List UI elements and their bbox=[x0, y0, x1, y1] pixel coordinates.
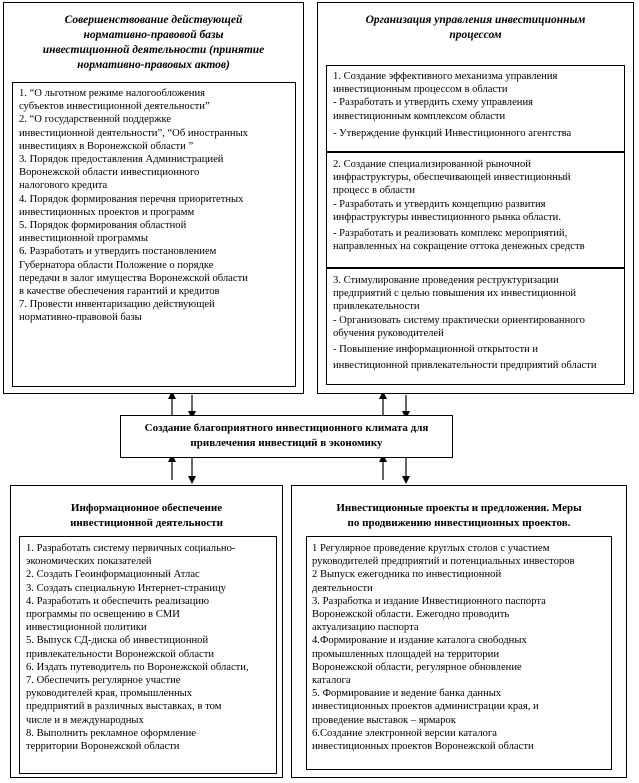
investment-projects-list: 1 Регулярное проведение круглых столов с участием руководителей предприятий и потенциальных инвесторов 2 Выпуск ежегодника по инвестиционной деятельности 3. Разработка и издание Инвестиционного паспорта Воронежской области. Ежегодно проводить актуализацию паспорта 4.Формирование и издание каталога свободных промышленных площадей на территории Воронежской области, регулярное обновление каталога 5. Формирование и ведение банка данных инвестиционных проектов администрации края, и проведение выставок – ярмарок 6.Создание электронной версии каталога инвестиционных проектов Воронежской области bbox=[312, 543, 575, 753]
management-box bbox=[317, 2, 634, 394]
information-support-list-frame bbox=[19, 536, 277, 774]
investment-projects-list-frame bbox=[306, 536, 612, 770]
information-support-title: Информационное обеспечение инвестиционной деятельности bbox=[70, 502, 223, 529]
investment-projects-title: Инвестиционные проекты и предложения. Меры по продвижению инвестиционных проектов. bbox=[336, 502, 582, 529]
information-support-box bbox=[10, 485, 283, 778]
legal-framework-list: 1. “О льготном режиме налогообложения субъектов инвестиционной деятельности” 2. “О государственной поддержке инвестиционной деятельности”, “Об иностранных инвестициях в Воронежской области ” 3. Порядок предоставления Администрацией Воронежской области инвестиционного налогового кредита 4. Порядок формирования перечня приоритетных инвестиционных проектов и программ 5. Порядок формирования областной инвестиционной программы 6. Разработать и утвердить постановлением Губернатора области Положение о порядке передачи в залог имущества Воронежской области в качестве обеспечения гарантий и кредитов 7. Провести инвентаризацию действующей нормативно-правовой базы bbox=[19, 88, 248, 324]
information-support-list: 1. Разработать систему первичных социально- экономических показателей 2. Создать Геоинформационный Атлас 3. Создать специальную Интернет-страницу 4. Разработать и обеспечить реализацию программы по освещению в СМИ инвестиционной политики 5. Выпуск СД-диска об инвестиционной привлекательности Воронежской области 6. Издать путеводитель по Воронежской области, 7. Обеспечить регулярное участие руководителей края, промышленных предприятий в различных выставках, в том числе и в международных 8. Выполнить рекламное оформление территории Воронежской области bbox=[26, 543, 249, 753]
management-section-2: 2. Создание специализированной рыночной инфраструктуры, обеспечивающей инвестиционный процесс в области - Разработать и утвердить концепцию развития инфраструктуры инвестиционного рынка области. - Разработать и реализовать комплекс мероприятий, направленных на сокращение оттока денежных средств bbox=[326, 152, 625, 268]
management-section-1: 1. Создание эффективного механизма управления инвестиционным процессом в области - Разработать и утвердить схему управления инвестиционным комплексом области - Утверждение функций Инвестиционного агентства bbox=[326, 65, 625, 152]
investment-projects-box bbox=[291, 485, 627, 778]
investment-climate-box bbox=[120, 415, 453, 458]
management-section-3: 3. Стимулирование проведения реструктуризации предприятий с целью повышения их инвестиционной привлекательности - Организовать систему практически ориентированного обучения руководителей - Повышение информационной открытости и инвестиционной привлекательности предприятий области bbox=[326, 268, 625, 385]
investment-climate-title: Создание благоприятного инвестиционного климата для привлечения инвестиций в экономику bbox=[144, 422, 429, 449]
management-title: Организация управления инвестиционным процессом bbox=[365, 14, 586, 41]
legal-framework-list-frame bbox=[12, 82, 296, 387]
legal-framework-box bbox=[3, 2, 304, 394]
legal-framework-title: Совершенствование действующей нормативно-правовой базы инвестиционной деятельности (принятие нормативно-правовых актов) bbox=[42, 14, 265, 71]
